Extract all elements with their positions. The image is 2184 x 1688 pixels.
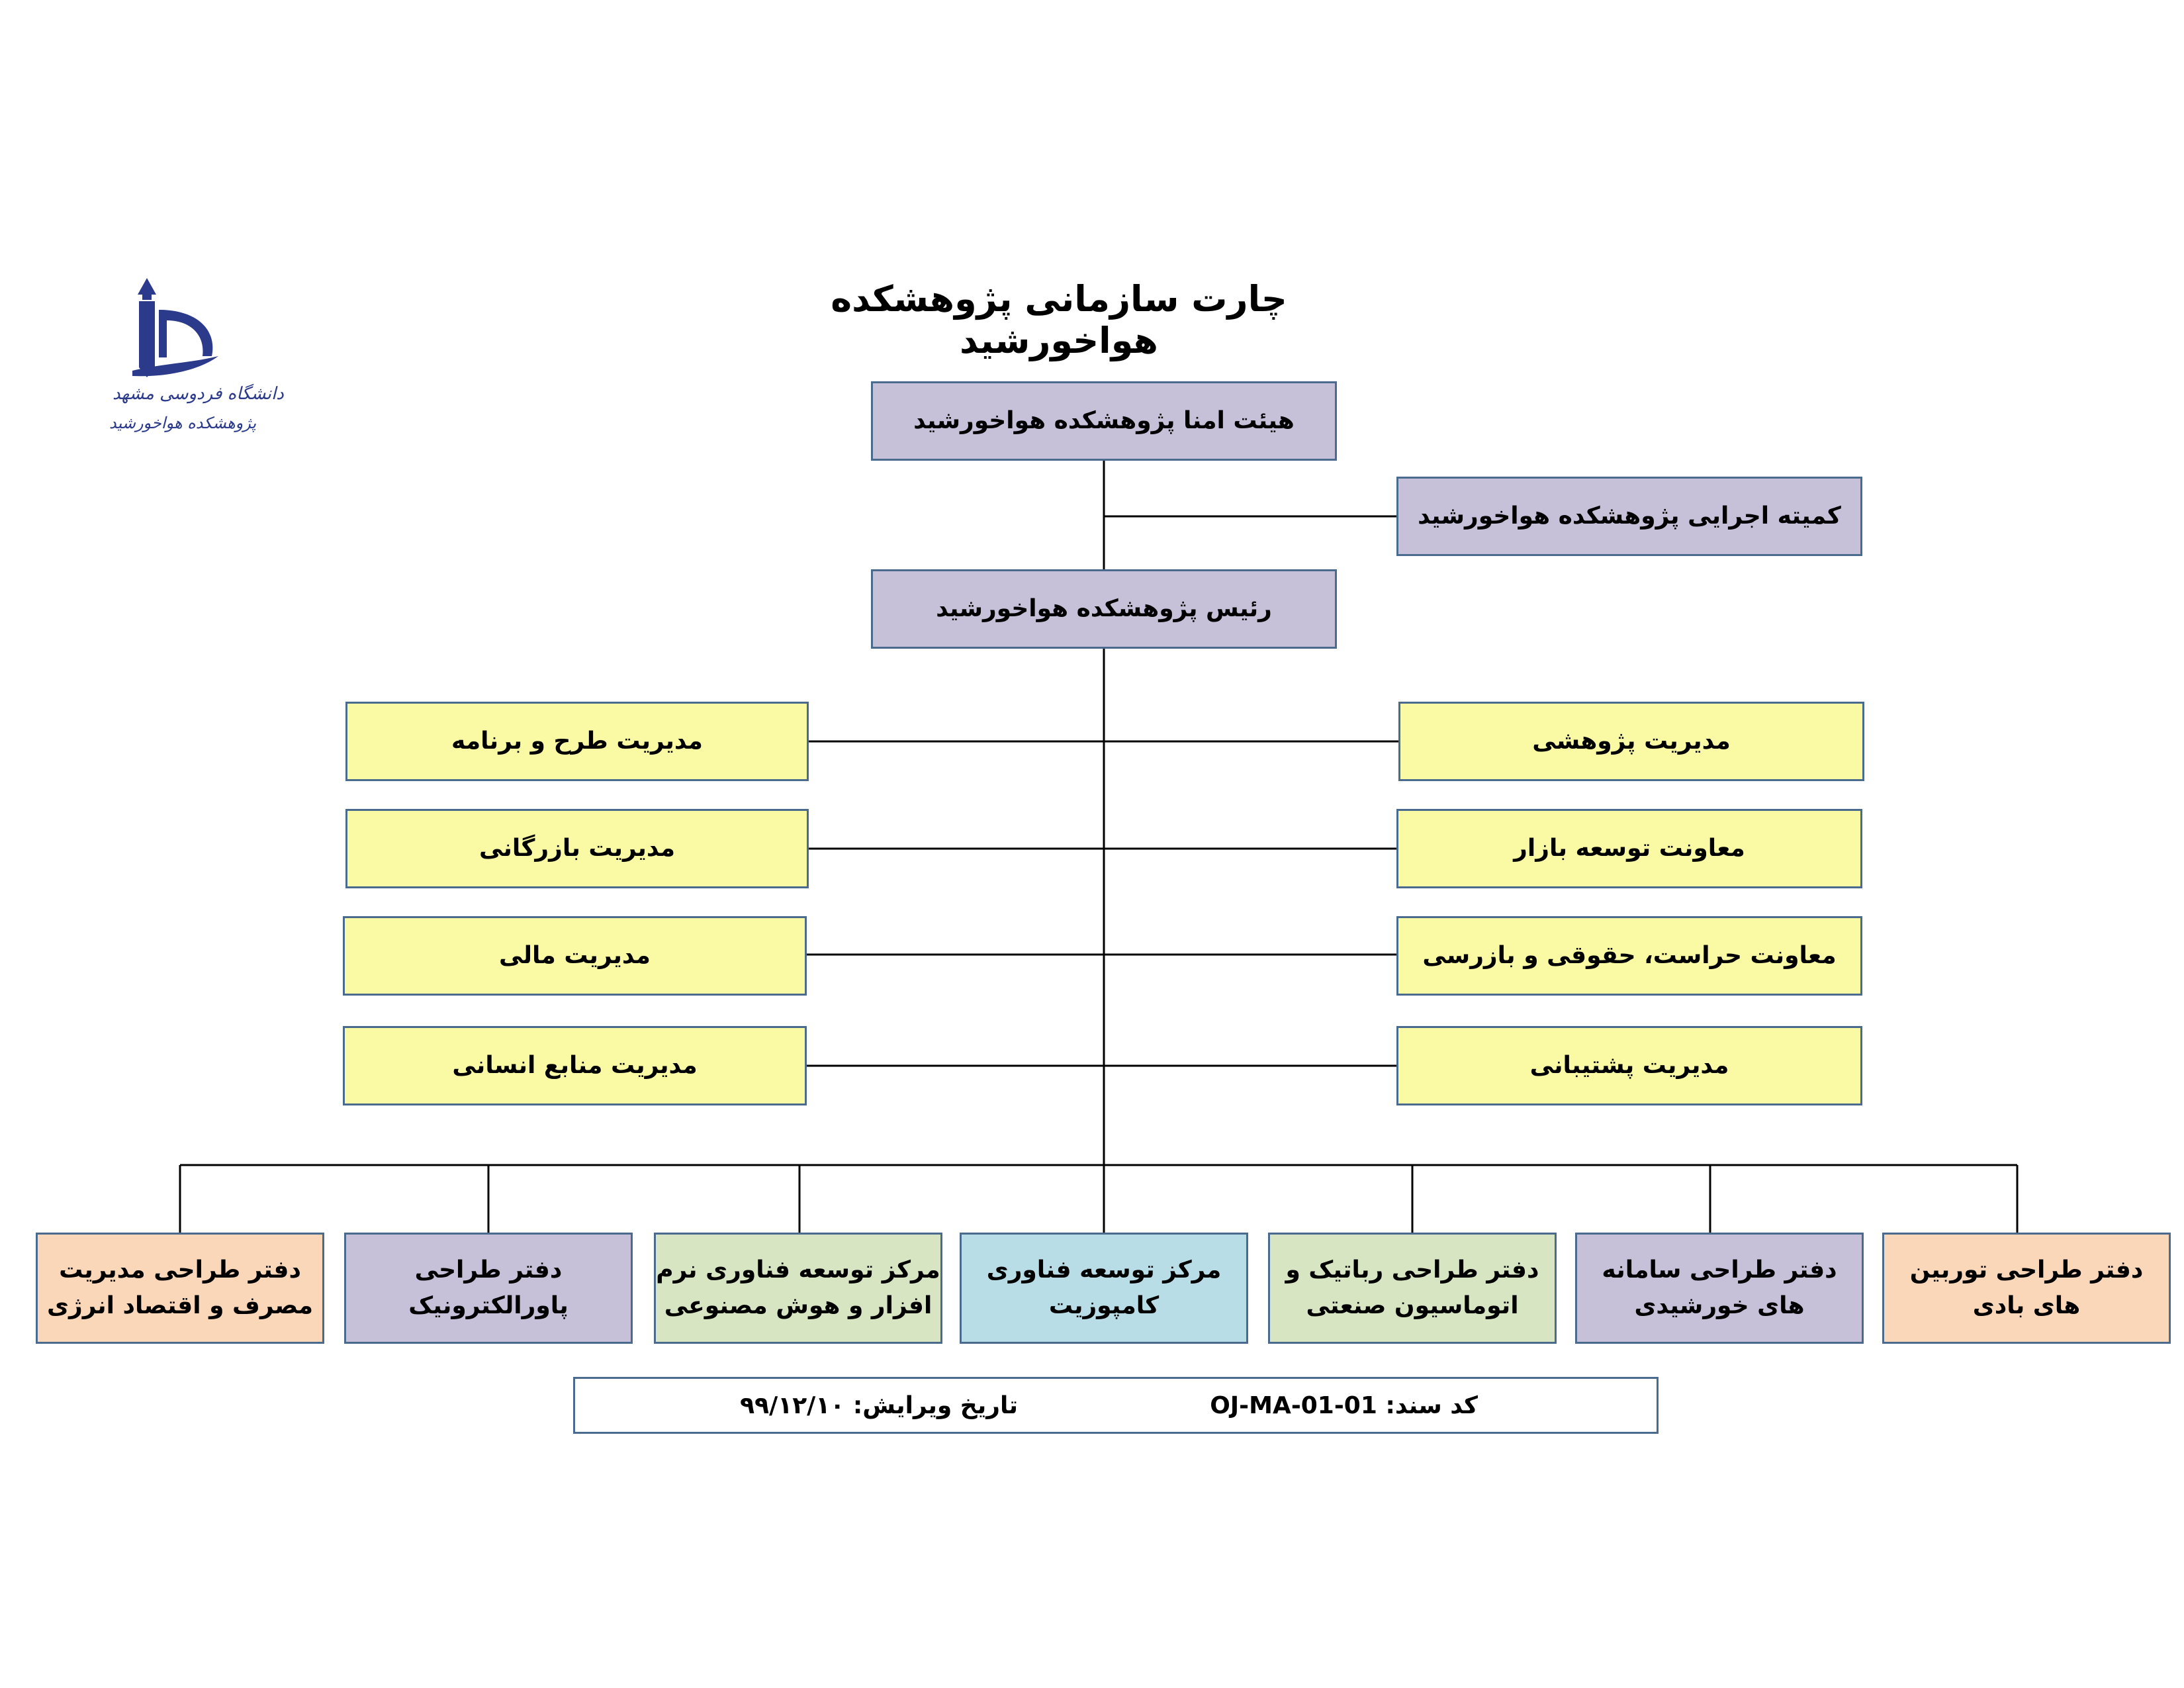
board-of-trustees-label: هیئت امنا پژوهشکده هواخورشید xyxy=(913,407,1295,434)
edit-date-value: ۹۹/۱۲/۱۰ xyxy=(740,1392,845,1419)
left-unit-label: مدیریت طرح و برنامه xyxy=(451,727,703,755)
right-unit-label: مدیریت پژوهشی xyxy=(1532,727,1731,755)
office-box xyxy=(1575,1233,1864,1344)
logo-line-1: دانشگاه فردوسی مشهد xyxy=(113,384,284,404)
institute-logo xyxy=(106,271,284,457)
office-label: دفتر طراحی مدیریت مصرف و اقتصاد انرژی xyxy=(47,1256,313,1319)
office-box xyxy=(1882,1233,2171,1344)
right-unit-label: معاونت حراست، حقوقی و بازرسی xyxy=(1422,942,1837,969)
right-unit-box xyxy=(1398,702,1864,781)
page-title: چارت سازمانی پژوهشکده هواخورشید xyxy=(831,278,1287,361)
left-unit-box xyxy=(345,809,809,888)
edit-date-label: تاریخ ویرایش: xyxy=(852,1392,1018,1419)
office-box xyxy=(960,1233,1248,1344)
office-box xyxy=(1268,1233,1557,1344)
institute-head-label: رئیس پژوهشکده هواخورشید xyxy=(936,595,1272,622)
left-unit-label: مدیریت مالی xyxy=(499,942,651,969)
institute-head-box xyxy=(871,569,1337,649)
office-label: دفتر طراحی رباتیک و اتوماسیون صنعتی xyxy=(1285,1256,1539,1319)
right-unit-box xyxy=(1396,1026,1862,1105)
document-code-label: کد سند: xyxy=(1385,1392,1478,1419)
right-unit-label: معاونت توسعه بازار xyxy=(1514,835,1745,862)
office-box xyxy=(344,1233,633,1344)
left-unit-label: مدیریت منابع انسانی xyxy=(452,1052,698,1079)
office-label: دفتر طراحی توربین های بادی xyxy=(1909,1256,2144,1319)
left-unit-label: مدیریت بازرگانی xyxy=(478,835,676,862)
document-code xyxy=(1210,1392,1478,1419)
left-unit-box xyxy=(343,1026,807,1105)
edit-date xyxy=(740,1392,1018,1419)
office-label: دفتر طراحی پاورالکترونیک xyxy=(408,1256,569,1319)
left-unit-box xyxy=(345,702,809,781)
executive-committee-box xyxy=(1396,477,1862,556)
office-label: مرکز توسعه فناوری نرم افزار و هوش مصنوعی xyxy=(656,1256,940,1319)
office-label: دفتر طراحی سامانه های خورشیدی xyxy=(1602,1256,1837,1319)
right-unit-box xyxy=(1396,916,1862,996)
executive-committee-label: کمیته اجرایی پژوهشکده هواخورشید xyxy=(1418,502,1841,530)
left-unit-box xyxy=(343,916,807,996)
office-box xyxy=(36,1233,324,1344)
board-of-trustees-box xyxy=(871,381,1337,461)
document-footer xyxy=(573,1377,1659,1434)
office-label: مرکز توسعه فناوری کامپوزیت xyxy=(986,1256,1222,1319)
office-box xyxy=(654,1233,942,1344)
right-unit-box xyxy=(1396,809,1862,888)
logo-line-2: پژوهشکده هواخورشید xyxy=(109,414,257,432)
university-pen-logo-icon xyxy=(106,271,238,384)
document-code-value: OJ-MA-01-01 xyxy=(1210,1392,1377,1419)
right-unit-label: مدیریت پشتیبانی xyxy=(1529,1052,1729,1079)
